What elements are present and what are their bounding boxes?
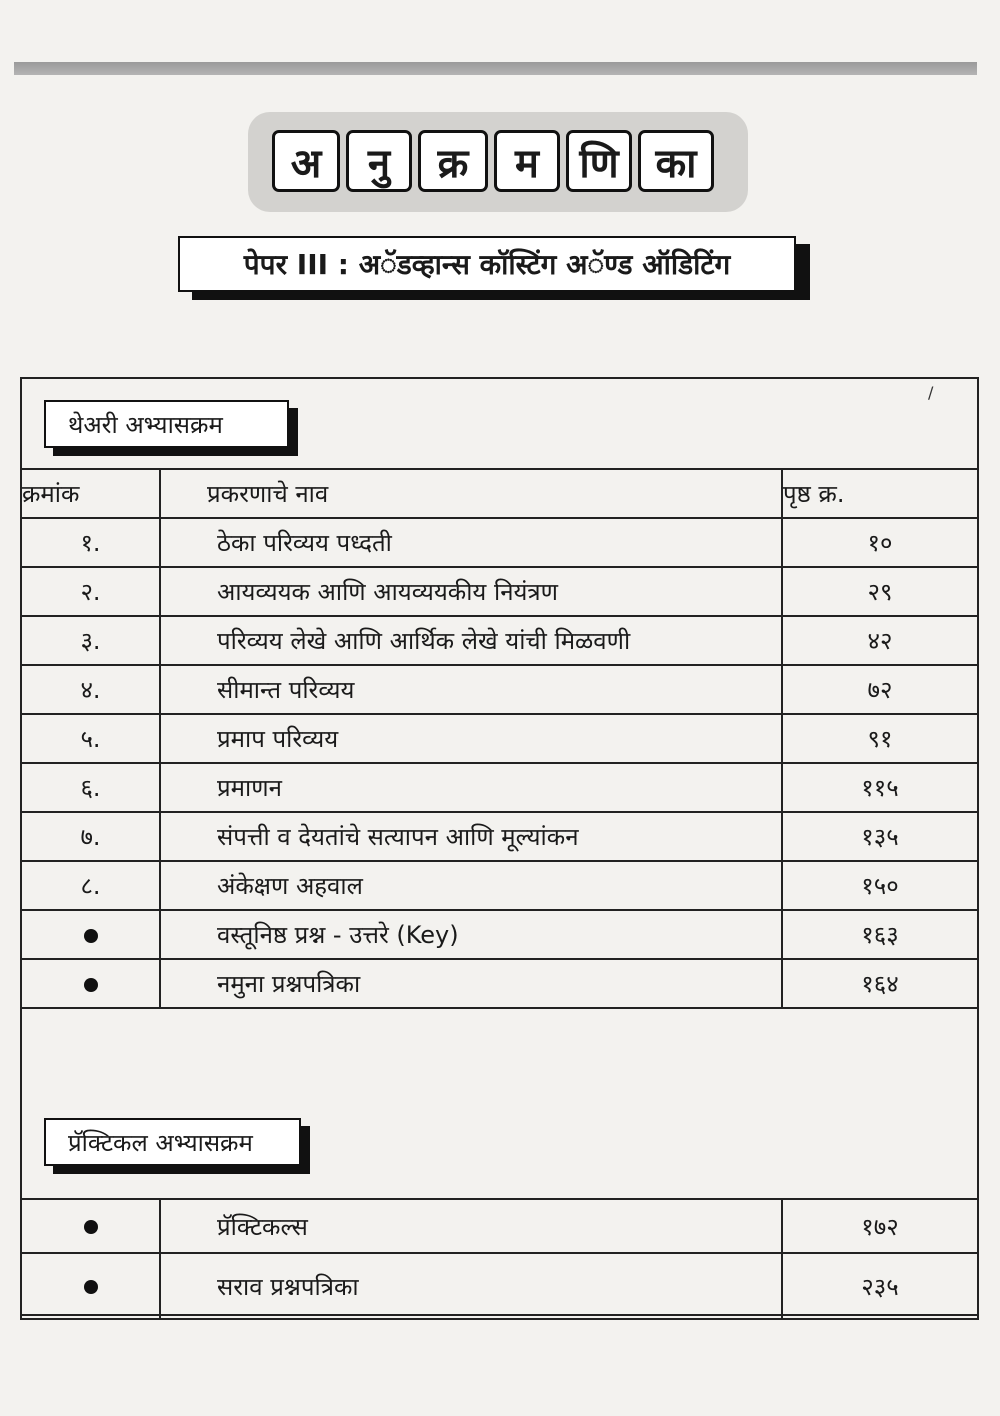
chapter-name-cell: नमुना प्रश्नपत्रिका xyxy=(160,959,782,1008)
table-row xyxy=(21,763,978,812)
theory-table xyxy=(20,468,979,1009)
table-row xyxy=(21,714,978,763)
page-number-cell: १७२ xyxy=(782,1199,978,1253)
table-row xyxy=(21,910,978,959)
table-row xyxy=(21,959,978,1008)
title-letter-box: नु xyxy=(346,130,412,192)
table-row xyxy=(21,1199,978,1253)
serial-cell: २. xyxy=(21,567,160,616)
table-row xyxy=(21,665,978,714)
serial-cell: ८. xyxy=(21,861,160,910)
page-number-cell: ७२ xyxy=(782,665,978,714)
chapter-name-cell: आयव्ययक आणि आयव्ययकीय नियंत्रण xyxy=(160,567,782,616)
serial-cell: ५. xyxy=(21,714,160,763)
page-number-cell: १३५ xyxy=(782,812,978,861)
page-number-cell: १५० xyxy=(782,861,978,910)
table-row xyxy=(21,616,978,665)
page-number-cell: १६३ xyxy=(782,910,978,959)
serial-cell: १. xyxy=(21,518,160,567)
page-number-cell: ४२ xyxy=(782,616,978,665)
top-rule xyxy=(14,62,977,75)
serial-cell: ७. xyxy=(21,812,160,861)
column-header-serial: क्रमांक xyxy=(21,469,160,518)
chapter-name-cell: सराव प्रश्नपत्रिका xyxy=(160,1253,782,1319)
chapter-name-cell: अंकेक्षण अहवाल xyxy=(160,861,782,910)
column-header-page: पृष्ठ क्र. xyxy=(782,469,978,518)
title-letter-box: णि xyxy=(566,130,632,192)
page-number-cell: ११५ xyxy=(782,763,978,812)
practical-table xyxy=(20,1198,979,1320)
chapter-name-cell: ठेका परिव्यय पध्दती xyxy=(160,518,782,567)
chapter-name-cell: प्रॅक्टिकल्स xyxy=(160,1199,782,1253)
table-row xyxy=(21,812,978,861)
page-number-cell: २९ xyxy=(782,567,978,616)
page-title xyxy=(272,130,714,196)
serial-cell: ३. xyxy=(21,616,160,665)
bullet-icon xyxy=(84,978,98,992)
serial-cell xyxy=(21,1253,160,1319)
page-number-cell: २३५ xyxy=(782,1253,978,1319)
page-number-cell: ९१ xyxy=(782,714,978,763)
title-letter-box: क्र xyxy=(418,130,488,192)
chapter-name-cell: वस्तूनिष्ठ प्रश्न - उत्तरे (Key) xyxy=(160,910,782,959)
serial-cell xyxy=(21,959,160,1008)
serial-cell: ४. xyxy=(21,665,160,714)
chapter-name-cell: संपत्ती व देयतांचे सत्यापन आणि मूल्यांकन xyxy=(160,812,782,861)
bullet-icon xyxy=(84,929,98,943)
serial-cell: ६. xyxy=(21,763,160,812)
chapter-name-cell: सीमान्त परिव्यय xyxy=(160,665,782,714)
paper-subtitle: पेपर III : अॅडव्हान्स कॉस्टिंग अॅण्ड ऑडिटिंग xyxy=(178,236,796,292)
bullet-icon xyxy=(84,1220,98,1234)
table-row xyxy=(21,1253,978,1319)
theory-section-label: थेअरी अभ्यासक्रम xyxy=(44,400,289,448)
practical-section-label: प्रॅक्टिकल अभ्यासक्रम xyxy=(44,1118,301,1166)
stray-mark: / xyxy=(928,383,934,402)
title-letter-box: का xyxy=(638,130,714,192)
serial-cell xyxy=(21,1199,160,1253)
chapter-name-cell: परिव्यय लेखे आणि आर्थिक लेखे यांची मिळवणी xyxy=(160,616,782,665)
table-row xyxy=(21,518,978,567)
chapter-name-cell: प्रमाणन xyxy=(160,763,782,812)
table-row xyxy=(21,567,978,616)
table-header-row xyxy=(21,469,978,518)
table-row xyxy=(21,861,978,910)
page-number-cell: १० xyxy=(782,518,978,567)
bullet-icon xyxy=(84,1280,98,1294)
column-header-chapter: प्रकरणाचे नाव xyxy=(160,469,782,518)
title-letter-box: अ xyxy=(272,130,340,192)
title-letter-box: म xyxy=(494,130,560,192)
serial-cell xyxy=(21,910,160,959)
page-number-cell: १६४ xyxy=(782,959,978,1008)
chapter-name-cell: प्रमाप परिव्यय xyxy=(160,714,782,763)
